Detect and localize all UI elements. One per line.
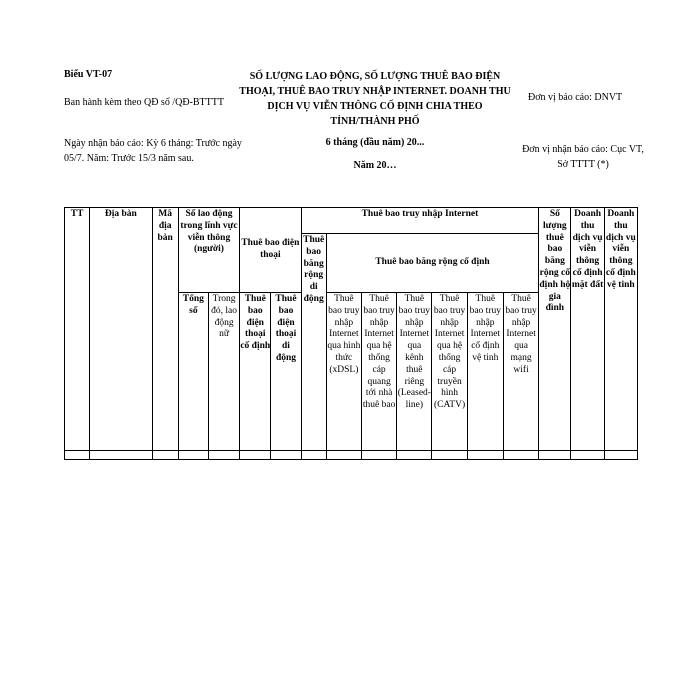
table-cell — [604, 451, 637, 460]
table-cell — [178, 451, 208, 460]
table-cell — [361, 451, 396, 460]
table-cell — [467, 451, 503, 460]
header-phone: Thuê bao điện thoại — [240, 208, 301, 293]
header-area: Địa bàn — [90, 208, 152, 451]
form-code: Biểu VT-07 — [64, 69, 113, 80]
table-cell — [326, 451, 361, 460]
header-catv: Thuê bao truy nhập Internet qua hệ thống cáp truyền hình (CATV) — [432, 293, 467, 451]
reporting-unit: Đơn vị báo cáo: DNVT — [528, 92, 623, 103]
table-cell — [90, 451, 152, 460]
table-cell — [65, 451, 90, 460]
header-internet: Thuê bao truy nhập Internet — [301, 208, 539, 234]
header-wifi: Thuê bao truy nhập Internet qua mạng wifi — [503, 293, 538, 451]
table-cell — [271, 451, 301, 460]
header-labor-female: Trong đó, lao động nữ — [208, 293, 239, 451]
table-cell — [301, 451, 326, 460]
table-cell — [240, 451, 271, 460]
table-cell — [539, 451, 571, 460]
header-tt: TT — [65, 208, 90, 451]
header-phone-mobile: Thuê bao điện thoại di động — [271, 293, 301, 451]
header-labor: Số lao động trong lĩnh vực viễn thông (người) — [178, 208, 239, 293]
header-fixed-broadband: Thuê bao băng rộng cố định — [326, 234, 539, 293]
receive-date-text: Ngày nhận báo cáo: Kỳ 6 tháng: Trước ngày 05/7. Năm: Trước 15/3 năm sau. — [64, 138, 242, 164]
header-satellite: Thuê bao truy nhập Internet cố định vệ tinh — [467, 293, 503, 451]
header-phone-fixed: Thuê bao điện thoại cố định — [240, 293, 271, 451]
table-cell — [152, 451, 178, 460]
table-cell — [432, 451, 467, 460]
receiving-unit: Đơn vị nhận báo cáo: Cục VT, Sở TTTT (*) — [522, 144, 644, 170]
report-table — [64, 207, 638, 460]
table-cell — [503, 451, 538, 460]
period-year: Năm 20… — [353, 160, 397, 171]
header-revenue-fixed-ground: Doanh thu dịch vụ viễn thông cố định mặt đất — [571, 208, 604, 451]
header-ftth: Thuê bao truy nhập Internet qua hệ thống cáp quang tới nhà thuê bao — [361, 293, 396, 451]
table-cell — [571, 451, 604, 460]
table-cell — [208, 451, 239, 460]
table-row — [65, 451, 638, 460]
header-labor-total: Tổng số — [178, 293, 208, 451]
header-area-code: Mã địa bàn — [152, 208, 178, 451]
header-households: Số lượng thuê bao băng rộng cố định hộ gia đình — [539, 208, 571, 451]
header-xdsl: Thuê bao truy nhập Internet qua hình thức (xDSL) — [326, 293, 361, 451]
header-mobile-broadband: Thuê bao băng rộng di động — [301, 234, 326, 451]
period-half-year: 6 tháng (đầu năm) 20... — [325, 137, 425, 148]
header-leased-line: Thuê bao truy nhập Internet qua kênh thuê riêng (Leased-line) — [397, 293, 432, 451]
report-title: SỐ LƯỢNG LAO ĐỘNG, SỐ LƯỢNG THUÊ BAO ĐIỆN THOẠI, THUÊ BAO TRUY NHẬP INTERNET. DOANH THU DỊCH VỤ VIỄN THÔNG CỐ ĐỊNH CHIA THEO TỈNH/THÀNH PHỐ — [239, 71, 511, 127]
header-revenue-fixed-satellite: Doanh thu dịch vụ viễn thông cố định vệ tinh — [604, 208, 637, 451]
issued-by-text: Ban hành kèm theo QĐ số /QĐ-BTTTT — [64, 97, 224, 108]
table-cell — [397, 451, 432, 460]
